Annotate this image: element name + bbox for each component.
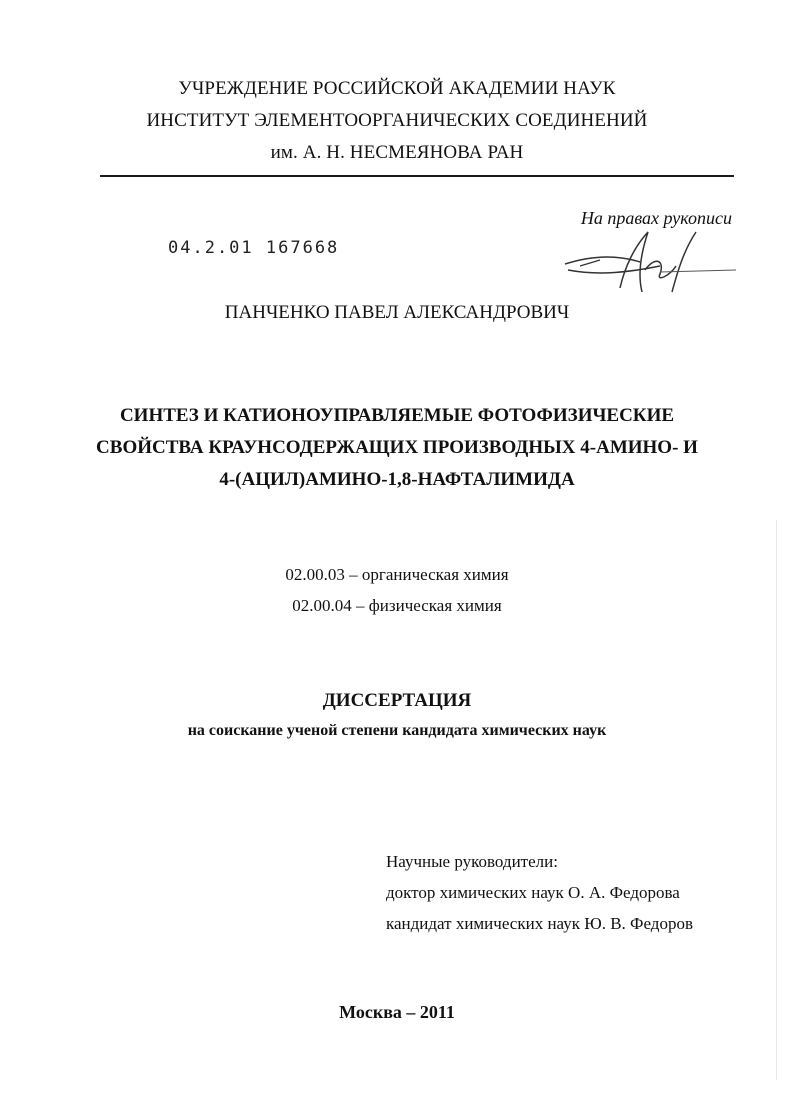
specialty-2: 02.00.04 – физическая химия: [292, 596, 502, 615]
supervisors-heading: Научные руководители:: [386, 852, 558, 871]
institution-line-2: ИНСТИТУТ ЭЛЕМЕНТООРГАНИЧЕСКИХ СОЕДИНЕНИЙ: [146, 110, 648, 131]
author-name: ПАНЧЕНКО ПАВЕЛ АЛЕКСАНДРОВИЧ: [224, 302, 570, 323]
document-type: ДИССЕРТАЦИЯ: [322, 690, 472, 711]
rights-note: На правах рукописи: [580, 208, 732, 228]
supervisor-2: кандидат химических наук Ю. В. Федоров: [386, 914, 693, 933]
scan-edge-mark: [776, 520, 777, 1080]
degree-line: на соискание ученой степени кандидата химических наук: [187, 722, 607, 739]
title-line-2: СВОЙСТВА КРАУНСОДЕРЖАЩИХ ПРОИЗВОДНЫХ 4-АМИНО- И: [96, 437, 698, 458]
library-stamp-number: 04.2.01 167668: [168, 238, 340, 258]
title-line-1: СИНТЕЗ И КАТИОНОУПРАВЛЯЕМЫЕ ФОТОФИЗИЧЕСКИЕ: [119, 405, 675, 426]
title-line-3: 4-(АЦИЛ)АМИНО-1,8-НАФТАЛИМИДА: [219, 469, 575, 490]
institution-line-1: УЧРЕЖДЕНИЕ РОССИЙСКОЙ АКАДЕМИИ НАУК: [178, 78, 616, 99]
signature-stroke-7: [580, 260, 600, 266]
signature-stroke-4: [645, 261, 676, 277]
signature: [560, 226, 740, 298]
supervisor-1: доктор химических наук О. А. Федорова: [386, 883, 680, 902]
signature-stroke-3: [620, 232, 648, 292]
header-rule: [100, 175, 734, 177]
supervisors-block: [386, 846, 693, 939]
signature-stroke-5: [672, 232, 696, 292]
specialty-1: 02.00.03 – органическая химия: [285, 565, 509, 584]
city-year: Москва – 2011: [339, 1002, 455, 1022]
institution-line-3: им. А. Н. НЕСМЕЯНОВА РАН: [270, 142, 524, 163]
